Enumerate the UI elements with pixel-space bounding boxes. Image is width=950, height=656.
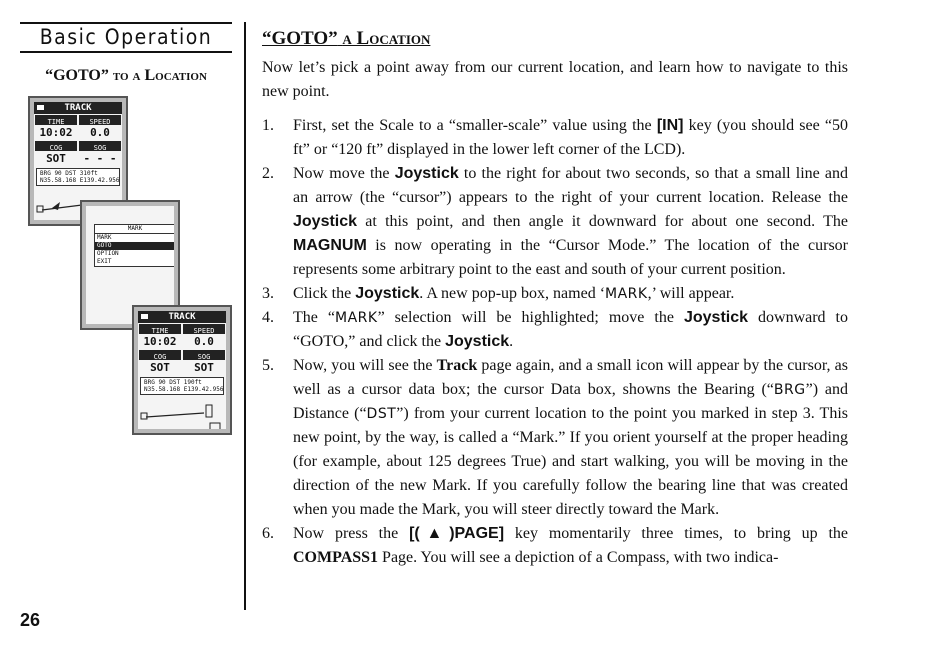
key-name: Joystick	[293, 213, 358, 230]
time-value: 10:02	[39, 126, 73, 139]
list-item	[262, 162, 848, 282]
sidebar-subtitle-quote: “GOTO”	[45, 67, 109, 84]
key-name: Joystick	[683, 309, 749, 326]
position-icon	[37, 206, 43, 212]
key-name: [(▲)PAGE]	[409, 525, 505, 542]
step-text: Now move the	[293, 165, 395, 182]
step-text: key (you should see “50 ft” or “120 ft” displayed in the lower left corner of the LCD).	[293, 117, 848, 158]
step-text: to the right for about two seconds, so that a small line and an arrow (the “cursor”) appears to the right of your current location. Release the	[293, 165, 849, 206]
cursor-icon	[210, 423, 220, 429]
mark-popup	[94, 224, 174, 267]
screen-title: TRACK	[64, 103, 92, 113]
section-header	[20, 22, 232, 53]
menu-item-mark[interactable]: MARK	[97, 234, 112, 241]
page-title-quote: “GOTO”	[262, 28, 338, 49]
step-text: downward to “GOTO,” and click the	[293, 309, 849, 350]
mark-popup-title: MARK	[95, 225, 174, 234]
lcd-text: MARK	[334, 310, 378, 326]
key-name: [IN]	[656, 117, 684, 134]
lcd-text: MARK	[605, 286, 648, 302]
speed-value: 0.0	[90, 126, 110, 139]
bearing-line: BRG 90 DST 190ft	[144, 379, 202, 386]
step-text: Now press the	[293, 525, 410, 542]
intro-paragraph: Now let’s pick a point away from our current location, and learn how to navigate to this new point.	[262, 59, 848, 100]
page-title-rest: a Location	[342, 28, 431, 49]
time-value: 10:02	[143, 335, 177, 348]
step-text: Now, you will see the	[293, 357, 437, 374]
position-icon	[141, 413, 147, 419]
section-header-text: Basic Operation	[39, 25, 213, 49]
sidebar-subtitle-rest: to a Location	[112, 67, 207, 84]
sog-label: SOG	[79, 141, 121, 151]
sog-value: SOT	[194, 361, 214, 374]
step-text: First, set the Scale to a “smaller-scale” value using the	[293, 117, 657, 134]
speed-label: SPEED	[79, 115, 121, 125]
step-number: 6.	[262, 525, 274, 542]
step-text: at this point, and then angle it downward for about one second. The	[357, 213, 848, 230]
sog-label: SOG	[183, 350, 225, 360]
list-item	[262, 306, 848, 354]
list-item	[262, 354, 848, 522]
cursor-data-box	[140, 377, 224, 395]
cursor-data-box	[36, 168, 120, 186]
cog-value: SOT	[46, 152, 66, 165]
list-item	[262, 522, 848, 570]
menu-item-option[interactable]: OPTION	[97, 250, 119, 257]
time-label: TIME	[35, 115, 77, 125]
step-number: 4.	[262, 309, 274, 326]
track-screen-2	[132, 305, 232, 435]
step-number: 3.	[262, 285, 274, 302]
speed-value: 0.0	[194, 335, 214, 348]
mark-icon	[206, 405, 212, 417]
key-name: Joystick	[394, 165, 459, 182]
step-text: The “	[293, 309, 335, 326]
menu-item-goto[interactable]: GOTO	[95, 242, 174, 250]
step-text: Page. You will see a depiction of a Compass, with two indica-	[378, 549, 779, 566]
bearing-line: BRG 90 DST 310ft	[40, 170, 98, 177]
step-text: .	[509, 333, 514, 350]
step-text: . A new pop-up box, named ‘	[419, 285, 606, 302]
step-text: is now operating in the “Cursor Mode.” The location of the cursor represents some arbitrary point to the east and south of your current position.	[293, 237, 848, 278]
key-name: Joystick	[355, 285, 420, 302]
cog-label: COG	[35, 141, 77, 151]
page-number: 26	[20, 610, 41, 630]
step-text: ”) from your current location to the point you marked in step 3. This new point, by the way, is called a “Mark.” If you orient yourself at the proper heading (for example, about 125 degrees True) and start walking, you will be moving in the direction of the new Mark. If you carefully follow the bearing line that was created when you made the Mark, you will steer directly toward the Mark.	[293, 405, 849, 518]
menu-item-exit[interactable]: EXIT	[97, 258, 112, 265]
sog-value: - - -	[83, 152, 117, 165]
cog-label: COG	[139, 350, 181, 360]
step-text: Click the	[293, 285, 356, 302]
step-text: ” selection will be highlighted; move the	[377, 309, 684, 326]
main-content	[262, 28, 848, 570]
list-item	[262, 114, 848, 162]
position-line: N35.58.168 E139.42.956	[40, 177, 120, 184]
lcd-text: DST	[366, 406, 397, 422]
step-number: 2.	[262, 165, 274, 182]
list-item	[262, 282, 848, 306]
time-label: TIME	[139, 324, 181, 334]
sidebar-subtitle	[20, 67, 232, 85]
bold-term: Track	[436, 357, 478, 374]
step-text: ”) and Distance (“	[293, 381, 849, 422]
screen-title: TRACK	[168, 312, 196, 322]
lcd-text: BRG	[773, 382, 806, 398]
key-name: Joystick	[445, 333, 510, 350]
step-number: 1.	[262, 117, 274, 134]
speed-label: SPEED	[183, 324, 225, 334]
key-name: MAGNUM	[293, 237, 367, 254]
step-text: key momentarily three times, to bring up the	[504, 525, 849, 542]
battery-icon	[37, 105, 44, 110]
track-map	[138, 397, 224, 429]
step-text: ,’ will appear.	[647, 285, 735, 302]
page-title	[262, 28, 848, 50]
step-list	[262, 114, 848, 570]
sidebar	[20, 22, 232, 85]
step-text: page again, and a small icon will appear by the cursor, as well as a cursor data box; the cursor Data box, showns the Bearing (“	[293, 357, 849, 398]
bold-term: COMPASS1	[293, 549, 379, 566]
step-number: 5.	[262, 357, 274, 374]
position-line: N35.58.168 E139.42.956	[144, 386, 224, 393]
bearing-line-graphic	[146, 413, 204, 417]
battery-icon	[141, 314, 148, 319]
column-divider	[244, 22, 246, 610]
cog-value: SOT	[150, 361, 170, 374]
